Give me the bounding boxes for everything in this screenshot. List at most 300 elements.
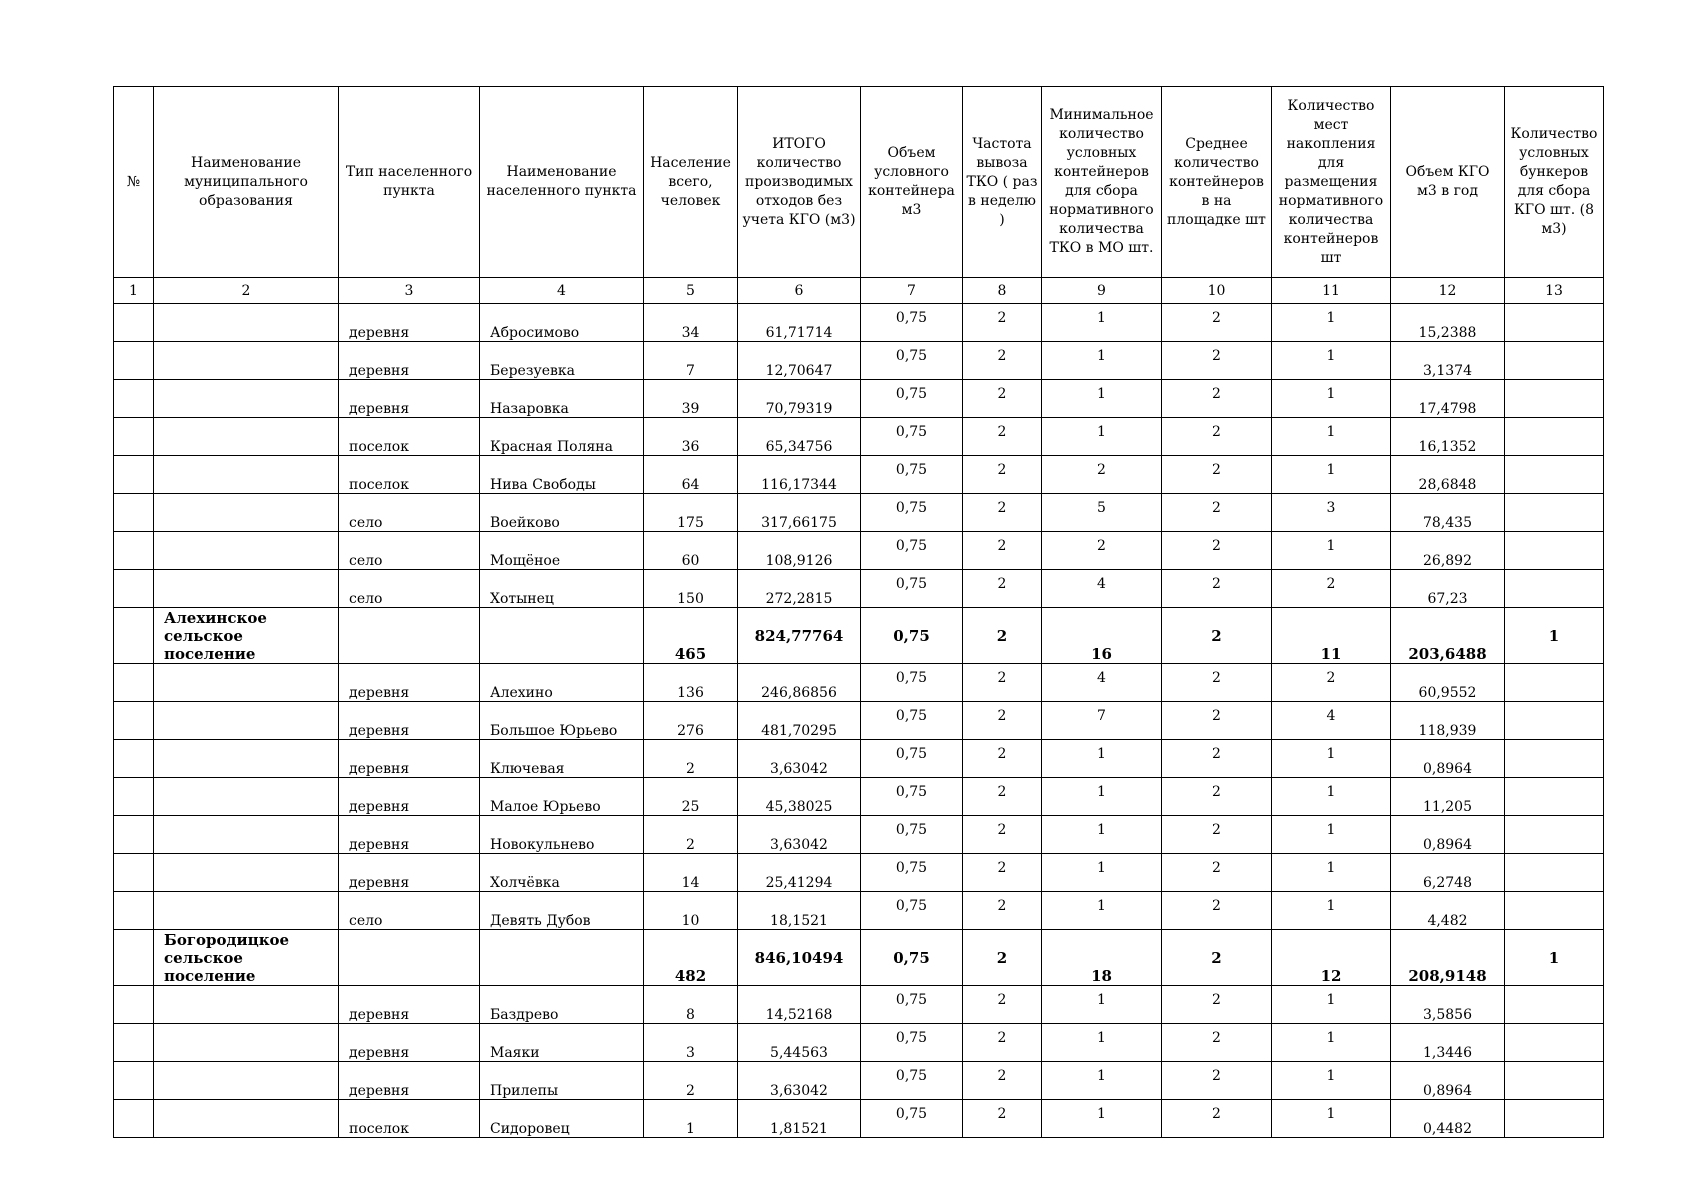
table-cell: 45,38025: [738, 778, 861, 816]
table-cell: 1: [1272, 740, 1391, 778]
table-cell: [114, 342, 154, 380]
table-cell: 0,75: [861, 1024, 963, 1062]
table-cell: [114, 418, 154, 456]
table-cell: поселок: [339, 418, 480, 456]
table-cell: 0,75: [861, 1062, 963, 1100]
table-cell: 1: [1042, 342, 1162, 380]
table-cell: 1: [1272, 1062, 1391, 1100]
table-cell: 1: [1042, 986, 1162, 1024]
table-cell: 2: [1272, 570, 1391, 608]
column-number: 2: [154, 278, 339, 304]
table-cell: 0,75: [861, 892, 963, 930]
table-cell: 2: [963, 854, 1042, 892]
table-cell: деревня: [339, 664, 480, 702]
subtotal-row: [114, 608, 1604, 664]
table-cell: 1: [1042, 380, 1162, 418]
column-number: 6: [738, 278, 861, 304]
column-header: Количество условных бункеров для сбора КГО шт. (8 м3): [1505, 87, 1604, 278]
table-row: [114, 380, 1604, 418]
table-cell: 2: [963, 986, 1042, 1024]
table-cell: [1505, 380, 1604, 418]
table-cell: 2: [963, 1024, 1042, 1062]
table-cell: 65,34756: [738, 418, 861, 456]
table-cell: [154, 986, 339, 1024]
table-cell: 2: [1162, 532, 1272, 570]
table-cell: [1505, 570, 1604, 608]
table-cell: [114, 740, 154, 778]
table-cell: 2: [963, 304, 1042, 342]
table-cell: 2: [1162, 456, 1272, 494]
table-cell: 2: [1162, 664, 1272, 702]
table-cell: 64: [644, 456, 738, 494]
table-cell: 2: [1162, 1024, 1272, 1062]
table-cell: [154, 570, 339, 608]
table-cell: 18: [1042, 930, 1162, 986]
table-cell: [114, 854, 154, 892]
table-cell: 1: [1505, 930, 1604, 986]
table-cell: село: [339, 532, 480, 570]
table-cell: 4: [1272, 702, 1391, 740]
column-number: 1: [114, 278, 154, 304]
table-row: [114, 892, 1604, 930]
table-cell: 0,75: [861, 778, 963, 816]
table-cell: [154, 702, 339, 740]
table-cell: 2: [644, 1062, 738, 1100]
table-cell: 26,892: [1391, 532, 1505, 570]
table-cell: 2: [1162, 1062, 1272, 1100]
column-header: Количество мест накопления для размещения нормативного количества контейнеров шт: [1272, 87, 1391, 278]
column-number: 3: [339, 278, 480, 304]
table-cell: 317,66175: [738, 494, 861, 532]
table-cell: [154, 1100, 339, 1138]
table-cell: 1: [1042, 816, 1162, 854]
table-cell: 2: [1162, 816, 1272, 854]
table-cell: Сидоровец: [480, 1100, 644, 1138]
table-cell: 0,75: [861, 930, 963, 986]
table-row: [114, 304, 1604, 342]
table-cell: 0,75: [861, 1100, 963, 1138]
table-row: [114, 664, 1604, 702]
table-cell: Алехинское сельское поселение: [154, 608, 339, 664]
table-cell: [480, 930, 644, 986]
table-cell: [154, 532, 339, 570]
subtotal-row: [114, 930, 1604, 986]
table-cell: [154, 456, 339, 494]
table-cell: 1: [1272, 1100, 1391, 1138]
table-cell: Нива Свободы: [480, 456, 644, 494]
column-number: 7: [861, 278, 963, 304]
table-cell: 2: [963, 1062, 1042, 1100]
table-cell: 2: [1162, 342, 1272, 380]
table-cell: 246,86856: [738, 664, 861, 702]
table-cell: 2: [1162, 570, 1272, 608]
table-cell: [154, 1062, 339, 1100]
table-cell: 2: [963, 740, 1042, 778]
table-cell: 482: [644, 930, 738, 986]
table-cell: 8: [644, 986, 738, 1024]
table-cell: 3,1374: [1391, 342, 1505, 380]
table-cell: 2: [963, 342, 1042, 380]
table-cell: Маяки: [480, 1024, 644, 1062]
table-cell: 0,75: [861, 494, 963, 532]
table-cell: [1505, 664, 1604, 702]
table-cell: 1: [1272, 778, 1391, 816]
table-cell: 2: [1162, 1100, 1272, 1138]
column-header: Наименование муниципального образования: [154, 87, 339, 278]
table-row: [114, 778, 1604, 816]
table-cell: [1505, 702, 1604, 740]
table-cell: [114, 1024, 154, 1062]
table-cell: деревня: [339, 342, 480, 380]
table-row: [114, 1100, 1604, 1138]
column-header: ИТОГО количество производимых отходов без учета КГО (м3): [738, 87, 861, 278]
table-cell: 3,63042: [738, 740, 861, 778]
table-cell: Абросимово: [480, 304, 644, 342]
table-cell: 0,75: [861, 986, 963, 1024]
table-cell: 2: [1162, 608, 1272, 664]
table-cell: 2: [963, 418, 1042, 456]
table-cell: Новокульнево: [480, 816, 644, 854]
table-cell: 0,75: [861, 702, 963, 740]
table-cell: 1: [1505, 608, 1604, 664]
table-cell: 2: [1162, 930, 1272, 986]
table-cell: 3,63042: [738, 1062, 861, 1100]
table-cell: 2: [963, 892, 1042, 930]
table-cell: 2: [1162, 854, 1272, 892]
table-cell: 12: [1272, 930, 1391, 986]
table-cell: 2: [963, 380, 1042, 418]
table-cell: поселок: [339, 1100, 480, 1138]
table-cell: 1: [1272, 892, 1391, 930]
table-cell: 2: [963, 608, 1042, 664]
table-cell: 0,8964: [1391, 1062, 1505, 1100]
table-cell: [114, 702, 154, 740]
table-cell: 60: [644, 532, 738, 570]
table-cell: 2: [1162, 986, 1272, 1024]
table-cell: 116,17344: [738, 456, 861, 494]
table-cell: 465: [644, 608, 738, 664]
table-cell: [480, 608, 644, 664]
table-cell: [114, 1062, 154, 1100]
table-cell: 1: [1042, 1062, 1162, 1100]
table-cell: 11: [1272, 608, 1391, 664]
table-row: [114, 456, 1604, 494]
table-cell: [154, 854, 339, 892]
table-cell: 0,75: [861, 608, 963, 664]
table-row: [114, 986, 1604, 1024]
table-cell: 15,2388: [1391, 304, 1505, 342]
table-cell: [154, 664, 339, 702]
table-row: [114, 1062, 1604, 1100]
table-cell: Березуевка: [480, 342, 644, 380]
table-cell: 3,63042: [738, 816, 861, 854]
table-cell: 0,8964: [1391, 740, 1505, 778]
table-cell: 108,9126: [738, 532, 861, 570]
table-cell: 846,10494: [738, 930, 861, 986]
table-cell: 1: [1272, 418, 1391, 456]
table-cell: 0,75: [861, 816, 963, 854]
table-cell: 824,77764: [738, 608, 861, 664]
column-header: Население всего, человек: [644, 87, 738, 278]
column-number: 8: [963, 278, 1042, 304]
table-cell: 39: [644, 380, 738, 418]
table-cell: [114, 304, 154, 342]
table-cell: [1505, 986, 1604, 1024]
table-cell: 1: [1042, 892, 1162, 930]
table-cell: 1,3446: [1391, 1024, 1505, 1062]
table-cell: 7: [644, 342, 738, 380]
table-cell: деревня: [339, 1062, 480, 1100]
table-cell: Большое Юрьево: [480, 702, 644, 740]
column-number: 9: [1042, 278, 1162, 304]
table-cell: 7: [1042, 702, 1162, 740]
table-cell: [1505, 1100, 1604, 1138]
table-cell: 78,435: [1391, 494, 1505, 532]
table-cell: 6,2748: [1391, 854, 1505, 892]
table-cell: [1505, 740, 1604, 778]
table-cell: 1: [1042, 1100, 1162, 1138]
table-cell: 1: [1272, 854, 1391, 892]
table-cell: деревня: [339, 986, 480, 1024]
table-cell: Назаровка: [480, 380, 644, 418]
table-cell: 481,70295: [738, 702, 861, 740]
table-cell: 28,6848: [1391, 456, 1505, 494]
table-cell: 18,1521: [738, 892, 861, 930]
table-cell: [154, 494, 339, 532]
table-cell: деревня: [339, 304, 480, 342]
table-cell: [154, 1024, 339, 1062]
column-header: Наименование населенного пункта: [480, 87, 644, 278]
table-cell: деревня: [339, 816, 480, 854]
table-cell: 1: [1272, 342, 1391, 380]
table-cell: Воейково: [480, 494, 644, 532]
table-cell: 2: [963, 570, 1042, 608]
table-cell: [1505, 532, 1604, 570]
table-cell: Богородицкое сельское поселение: [154, 930, 339, 986]
column-number: 10: [1162, 278, 1272, 304]
table-cell: 2: [963, 456, 1042, 494]
table-cell: [154, 778, 339, 816]
table-cell: 5: [1042, 494, 1162, 532]
table-row: [114, 816, 1604, 854]
table-body: [114, 304, 1604, 1138]
table-cell: деревня: [339, 740, 480, 778]
table-cell: [1505, 816, 1604, 854]
table-cell: 1: [1042, 854, 1162, 892]
table-cell: 1: [1042, 740, 1162, 778]
table-cell: 0,75: [861, 570, 963, 608]
table-cell: 0,75: [861, 456, 963, 494]
table-cell: 2: [963, 816, 1042, 854]
table-cell: 1: [1272, 816, 1391, 854]
table-row: [114, 854, 1604, 892]
table-row: [114, 342, 1604, 380]
table-cell: 2: [1162, 418, 1272, 456]
table-cell: [114, 778, 154, 816]
table-cell: [1505, 418, 1604, 456]
table-cell: 1: [1042, 1024, 1162, 1062]
table-cell: 60,9552: [1391, 664, 1505, 702]
table-cell: Холчёвка: [480, 854, 644, 892]
table-cell: 0,75: [861, 342, 963, 380]
table-cell: 1: [1042, 304, 1162, 342]
table-cell: [114, 456, 154, 494]
table-cell: [114, 930, 154, 986]
table-cell: 12,70647: [738, 342, 861, 380]
table-cell: 0,75: [861, 854, 963, 892]
table-cell: 2: [1162, 778, 1272, 816]
table-cell: 2: [963, 664, 1042, 702]
table-cell: 0,75: [861, 532, 963, 570]
column-header: Объем КГО м3 в год: [1391, 87, 1505, 278]
table-cell: 1: [1272, 532, 1391, 570]
table-row: [114, 702, 1604, 740]
table-cell: [114, 986, 154, 1024]
waste-collection-table: [113, 86, 1604, 1138]
column-number: 5: [644, 278, 738, 304]
table-cell: [114, 532, 154, 570]
table-row: [114, 740, 1604, 778]
column-header: Среднее количество контейнеров в на площадке шт: [1162, 87, 1272, 278]
table-cell: [114, 380, 154, 418]
table-cell: [114, 570, 154, 608]
column-number-row: [114, 278, 1604, 304]
column-header: Частота вывоза ТКО ( раз в неделю ): [963, 87, 1042, 278]
table-cell: Малое Юрьево: [480, 778, 644, 816]
table-cell: 0,8964: [1391, 816, 1505, 854]
column-number: 11: [1272, 278, 1391, 304]
table-cell: 4: [1042, 664, 1162, 702]
table-cell: 1: [1272, 456, 1391, 494]
table-cell: Красная Поляна: [480, 418, 644, 456]
table-cell: [114, 1100, 154, 1138]
table-cell: [114, 892, 154, 930]
table-cell: 2: [1162, 892, 1272, 930]
table-cell: 2: [963, 1100, 1042, 1138]
table-cell: 16,1352: [1391, 418, 1505, 456]
table-cell: [1505, 892, 1604, 930]
table-cell: 61,71714: [738, 304, 861, 342]
table-cell: Мощёное: [480, 532, 644, 570]
table-cell: [114, 494, 154, 532]
table-cell: Баздрево: [480, 986, 644, 1024]
table-cell: [1505, 494, 1604, 532]
table-cell: 36: [644, 418, 738, 456]
column-header: Тип населенного пункта: [339, 87, 480, 278]
table-cell: 3,5856: [1391, 986, 1505, 1024]
table-cell: 2: [963, 494, 1042, 532]
table-cell: [154, 816, 339, 854]
table-cell: [114, 816, 154, 854]
table-cell: 175: [644, 494, 738, 532]
table-cell: [154, 740, 339, 778]
table-row: [114, 570, 1604, 608]
table-cell: 2: [963, 930, 1042, 986]
table-cell: [339, 930, 480, 986]
table-cell: 16: [1042, 608, 1162, 664]
table-cell: 0,4482: [1391, 1100, 1505, 1138]
table-cell: Хотынец: [480, 570, 644, 608]
table-cell: 1: [644, 1100, 738, 1138]
table-cell: 14: [644, 854, 738, 892]
table-cell: 3: [644, 1024, 738, 1062]
table-cell: 25: [644, 778, 738, 816]
table-cell: 11,205: [1391, 778, 1505, 816]
table-cell: деревня: [339, 854, 480, 892]
table-cell: 203,6488: [1391, 608, 1505, 664]
table-cell: поселок: [339, 456, 480, 494]
table-cell: село: [339, 570, 480, 608]
table-cell: село: [339, 892, 480, 930]
table-cell: село: [339, 494, 480, 532]
table-cell: 2: [963, 778, 1042, 816]
table-cell: [114, 608, 154, 664]
table-cell: 0,75: [861, 418, 963, 456]
table-cell: 34: [644, 304, 738, 342]
table-cell: 1: [1272, 986, 1391, 1024]
table-cell: 67,23: [1391, 570, 1505, 608]
table-cell: 2: [1272, 664, 1391, 702]
table-cell: 2: [1162, 494, 1272, 532]
column-header: Минимальное количество условных контейнеров для сбора нормативного количества ТКО в МО шт.: [1042, 87, 1162, 278]
table-cell: 3: [1272, 494, 1391, 532]
table-cell: [154, 418, 339, 456]
table-cell: 2: [963, 532, 1042, 570]
table-cell: 1: [1272, 304, 1391, 342]
table-cell: 2: [1162, 740, 1272, 778]
table-cell: Прилепы: [480, 1062, 644, 1100]
table-cell: 2: [1042, 456, 1162, 494]
table-cell: 1: [1042, 778, 1162, 816]
table-cell: 0,75: [861, 664, 963, 702]
table-cell: 272,2815: [738, 570, 861, 608]
table-cell: [1505, 342, 1604, 380]
table-cell: деревня: [339, 702, 480, 740]
table-cell: 2: [963, 702, 1042, 740]
table-cell: 17,4798: [1391, 380, 1505, 418]
table-cell: 5,44563: [738, 1024, 861, 1062]
table-cell: [1505, 456, 1604, 494]
table-cell: [154, 380, 339, 418]
column-number: 12: [1391, 278, 1505, 304]
table-cell: [1505, 778, 1604, 816]
table-cell: 0,75: [861, 740, 963, 778]
table-cell: 1: [1272, 380, 1391, 418]
table-cell: 25,41294: [738, 854, 861, 892]
table-cell: 0,75: [861, 380, 963, 418]
table-cell: [154, 342, 339, 380]
table-cell: 118,939: [1391, 702, 1505, 740]
table-cell: [339, 608, 480, 664]
table-cell: 136: [644, 664, 738, 702]
column-header: Объем условного контейнера м3: [861, 87, 963, 278]
table-row: [114, 532, 1604, 570]
table-row: [114, 418, 1604, 456]
table-cell: [154, 892, 339, 930]
table-cell: [1505, 1024, 1604, 1062]
table-cell: 1,81521: [738, 1100, 861, 1138]
table-cell: 2: [1162, 304, 1272, 342]
table-cell: 2: [1162, 380, 1272, 418]
table-cell: Девять Дубов: [480, 892, 644, 930]
table-cell: Ключевая: [480, 740, 644, 778]
table-cell: 10: [644, 892, 738, 930]
table-cell: 2: [1162, 702, 1272, 740]
table-cell: 0,75: [861, 304, 963, 342]
table-cell: деревня: [339, 778, 480, 816]
table-cell: 14,52168: [738, 986, 861, 1024]
table-cell: [1505, 304, 1604, 342]
